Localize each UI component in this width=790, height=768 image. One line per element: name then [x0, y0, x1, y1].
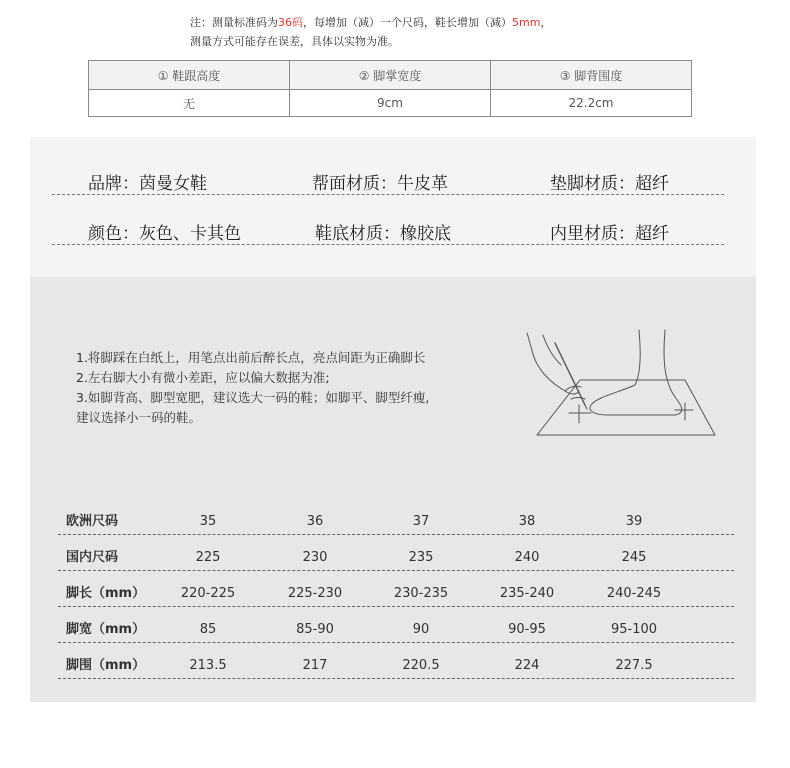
info-insole-material: 垫脚材质：超纤 — [550, 174, 669, 194]
info-outsole-material: 鞋底材质：橡胶底 — [315, 224, 451, 244]
note-text: 注：测量标准码为 — [190, 16, 278, 29]
size-cell: 220-225 — [180, 586, 236, 601]
spec-header-row — [89, 61, 692, 90]
tip-line: 2.左右脚大小有微小差距，应以偏大数据为准; — [76, 370, 330, 385]
size-cell: 95-100 — [610, 622, 658, 637]
size-cell: 235-240 — [499, 586, 555, 601]
note-text: ，每增加（减）一个尺码，鞋长增加（减） — [303, 16, 512, 29]
spec-header-sole-width: ② 脚掌宽度 — [290, 61, 491, 90]
size-row-label: 脚宽（mm） — [66, 622, 146, 637]
size-row-label: 国内尺码 — [66, 550, 119, 565]
note-line-2: 测量方式可能存在误差，具体以实物为准。 — [190, 35, 399, 48]
size-cell: 213.5 — [189, 658, 227, 673]
dashed-divider — [58, 678, 734, 679]
size-cell: 224 — [514, 658, 540, 673]
size-cell: 240-245 — [606, 586, 662, 601]
size-cell: 39 — [625, 514, 643, 529]
size-row-cn — [58, 535, 734, 571]
info-row-1 — [52, 147, 724, 195]
note-text: ， — [540, 16, 552, 29]
product-info-panel — [30, 137, 756, 277]
size-cell: 38 — [518, 514, 536, 529]
size-row-eu — [58, 499, 734, 535]
size-cell: 230-235 — [393, 586, 449, 601]
size-cell: 90 — [412, 622, 430, 637]
size-cell: 220.5 — [402, 658, 440, 673]
size-cell: 235 — [408, 550, 434, 565]
size-cell: 90-95 — [508, 622, 546, 637]
size-cell: 245 — [621, 550, 647, 565]
size-row-foot-length — [58, 571, 734, 607]
info-row-2 — [52, 197, 724, 245]
info-color: 颜色：灰色、卡其色 — [88, 224, 241, 244]
size-cell: 85-90 — [296, 622, 334, 637]
spec-value-row — [89, 90, 692, 117]
spec-header-heel-height: ① 鞋跟高度 — [89, 61, 290, 90]
size-cell: 240 — [514, 550, 540, 565]
foot-measurement-icon — [525, 325, 720, 440]
size-row-label: 脚长（mm） — [66, 586, 146, 601]
size-row-label: 脚围（mm） — [66, 658, 146, 673]
info-lining-material: 内里材质：超纤 — [550, 224, 669, 244]
size-cell: 225-230 — [287, 586, 343, 601]
info-brand: 品牌：茵曼女鞋 — [88, 174, 207, 194]
size-cell: 217 — [302, 658, 328, 673]
size-cell: 85 — [199, 622, 217, 637]
size-row-foot-width — [58, 607, 734, 643]
tip-line: 1.将脚踩在白纸上，用笔点出前后醉长点，亮点间距为正确脚长 — [76, 350, 426, 365]
size-cell: 37 — [412, 514, 430, 529]
spec-value-instep-girth: 22.2cm — [491, 90, 692, 117]
size-row-foot-girth — [58, 643, 734, 679]
standard-size-highlight: 36码 — [278, 16, 303, 29]
size-cell: 35 — [199, 514, 217, 529]
dashed-divider — [52, 244, 724, 245]
size-cell: 36 — [306, 514, 324, 529]
length-step-highlight: 5mm — [512, 16, 541, 29]
dashed-divider — [52, 194, 724, 195]
spec-header-instep-girth: ③ 脚背围度 — [491, 61, 692, 90]
shoe-spec-table — [88, 60, 692, 117]
spec-value-sole-width: 9cm — [290, 90, 491, 117]
size-guide-panel — [30, 277, 756, 702]
tip-line: 3.如脚背高、脚型宽肥，建议选大一码的鞋；如脚平、脚型纤瘦, — [76, 390, 430, 405]
size-cell: 230 — [302, 550, 328, 565]
size-row-label: 欧洲尺码 — [66, 514, 119, 529]
size-cell: 225 — [195, 550, 221, 565]
note-line-1 — [190, 13, 551, 32]
info-upper-material: 帮面材质：牛皮革 — [312, 174, 448, 194]
spec-value-heel-height: 无 — [89, 90, 290, 117]
measurement-tips — [76, 348, 429, 428]
size-cell: 227.5 — [615, 658, 653, 673]
tip-line: 建议选择小一码的鞋。 — [76, 410, 202, 425]
measurement-note — [190, 13, 551, 51]
